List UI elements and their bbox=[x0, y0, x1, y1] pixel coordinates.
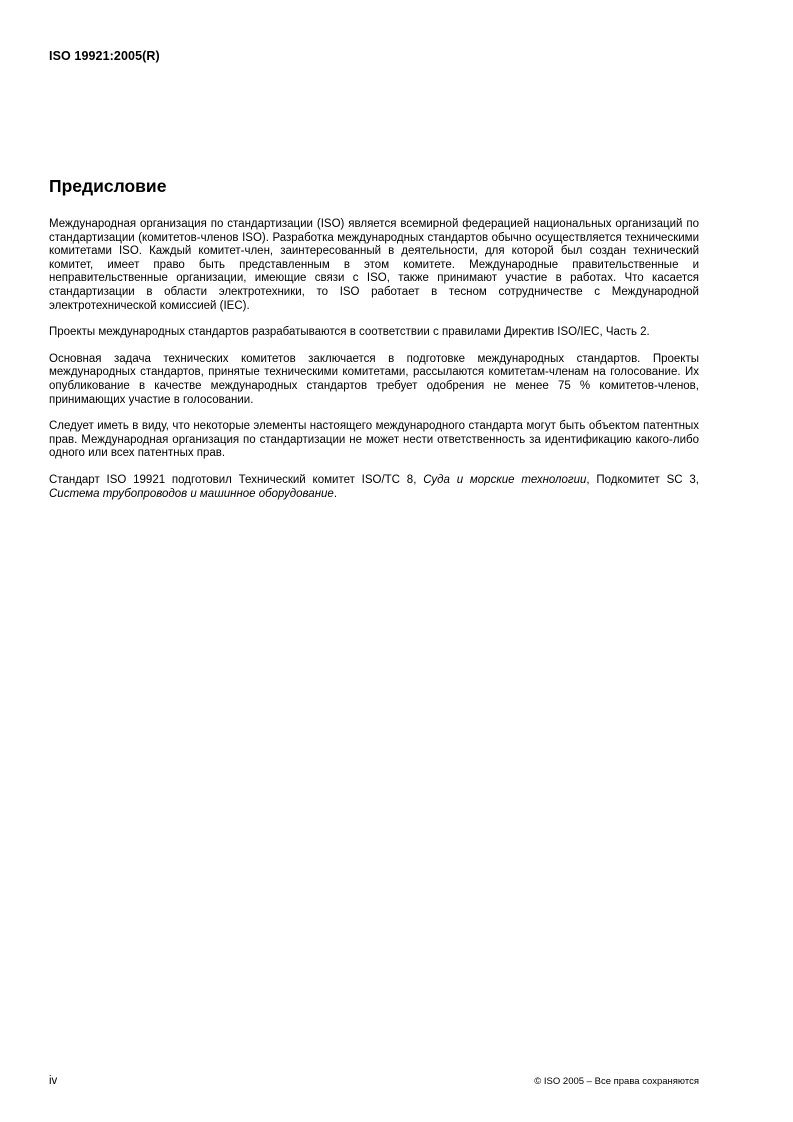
paragraph-patent-notice: Следует иметь в виду, что некоторые элементы настоящего международного стандарта могут быть объектом патентных прав. Международная организация по стандартизации не может нести ответственность за идентификацию какого-либо одного или всех патентных прав. bbox=[49, 420, 699, 460]
preparation-text-2: , Подкомитет SC 3, bbox=[586, 473, 699, 486]
preparation-text-3: . bbox=[333, 487, 338, 500]
committee-name: Суда и морские технологии bbox=[423, 473, 587, 486]
page-number: iv bbox=[49, 1075, 58, 1087]
paragraph-committee-task: Основная задача технических комитетов заключается в подготовке международных стандартов. Проекты международных стандартов, принятые техническими комитетами, рассылаются комитетам-членам на голосование. Их опубликование в качестве международных стандартов требует одобрения не менее 75 % комитетов-членов, принимающих участие в голосовании. bbox=[49, 352, 699, 406]
paragraph-drafting-rules: Проекты международных стандартов разрабатываются в соответствии с правилами Директив ISO/IEC, Часть 2. bbox=[49, 326, 650, 339]
preparation-text-1: Стандарт ISO 19921 подготовил Технический комитет ISO/TC 8, bbox=[49, 473, 424, 486]
foreword-body bbox=[49, 218, 699, 514]
page-title: Предисловие bbox=[49, 176, 167, 196]
document-header-id: ISO 19921:2005(R) bbox=[49, 49, 160, 63]
paragraph-iso-overview: Международная организация по стандартизации (ISO) является всемирной федерацией национальных организаций по стандартизации (комитетов-членов ISO). Разработка международных стандартов обычно осуществляется техническими комитетами ISO. Каждый комитет-член, заинтересованный в деятельности, для которой был создан технический комитет, имеет право быть представленным в этом комитете. Международные правительственные и неправительственные организации, имеющие связи с ISO, также принимают участие в работах. Что касается стандартизации в области электротехники, то ISO работает в тесном сотрудничестве с Международной электротехнической комиссией (IEC). bbox=[49, 218, 699, 312]
copyright-notice: © ISO 2005 – Все права сохраняются bbox=[534, 1076, 699, 1087]
paragraph-preparation bbox=[49, 474, 699, 501]
subcommittee-name: Система трубопроводов и машинное оборудование bbox=[49, 487, 334, 500]
